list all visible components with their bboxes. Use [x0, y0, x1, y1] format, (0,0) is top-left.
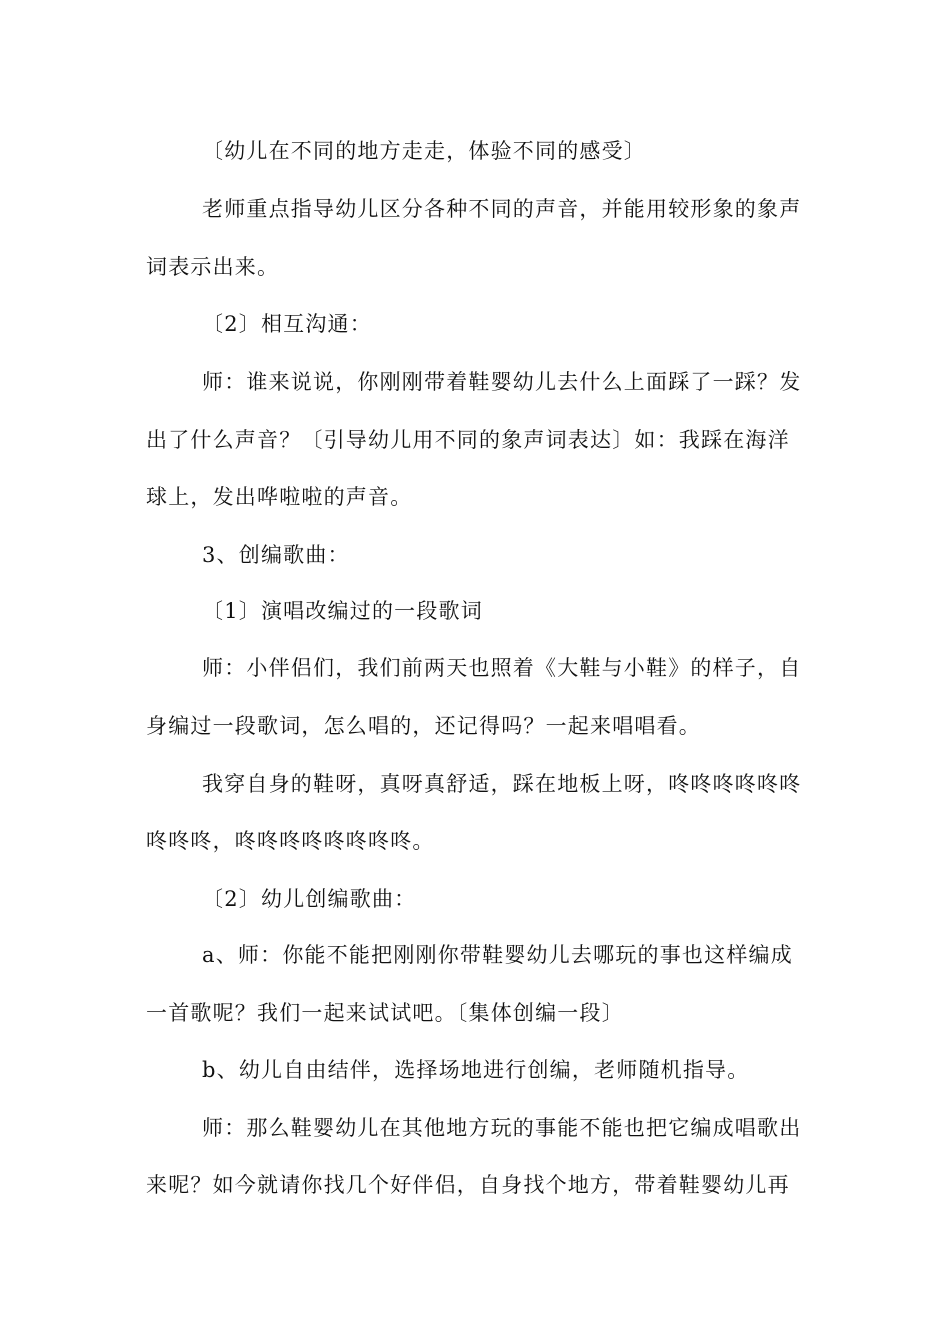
- subheading: 〔1〕演唱改编过的一段歌词: [202, 599, 483, 623]
- paragraph-line: 来呢？如今就请你找几个好伴侣，自身找个地方，带着鞋婴幼儿再: [146, 1173, 790, 1197]
- paragraph-line: 师：小伴侣们，我们前两天也照着《大鞋与小鞋》的样子，自: [202, 656, 802, 680]
- paragraph-line: 球上，发出哗啦啦的声音。: [146, 485, 413, 509]
- section-heading: 3、创编歌曲：: [202, 543, 350, 567]
- paragraph-line: 词表示出来。: [146, 255, 280, 279]
- paragraph-line: a、师：你能不能把刚刚你带鞋婴幼儿去哪玩的事也这样编成: [202, 943, 793, 967]
- paragraph-line: 师：谁来说说，你刚刚带着鞋婴幼儿去什么上面踩了一踩？发: [202, 370, 802, 394]
- lyrics-line: 咚咚咚，咚咚咚咚咚咚咚咚。: [146, 829, 435, 853]
- paragraph-line: 出了什么声音？〔引导幼儿用不同的象声词表达〕如：我踩在海洋: [146, 428, 790, 452]
- paragraph-line: b、幼儿自由结伴，选择场地进行创编，老师随机指导。: [202, 1058, 750, 1082]
- paragraph-line: 〔2〕相互沟通：: [202, 312, 372, 336]
- subheading: 〔2〕幼儿创编歌曲：: [202, 887, 417, 911]
- paragraph-line: 师：那么鞋婴幼儿在其他地方玩的事能不能也把它编成唱歌出: [202, 1116, 802, 1140]
- paragraph-line: 身编过一段歌词，怎么唱的，还记得吗？一起来唱唱看。: [146, 714, 701, 738]
- paragraph-line: 〔幼儿在不同的地方走走，体验不同的感受〕: [202, 139, 646, 163]
- paragraph-line: 老师重点指导幼儿区分各种不同的声音，并能用较形象的象声: [202, 197, 802, 221]
- lyrics-line: 我穿自身的鞋呀，真呀真舒适，踩在地板上呀，咚咚咚咚咚咚: [202, 772, 802, 796]
- paragraph-line: 一首歌呢？我们一起来试试吧。〔集体创编一段〕: [146, 1001, 624, 1025]
